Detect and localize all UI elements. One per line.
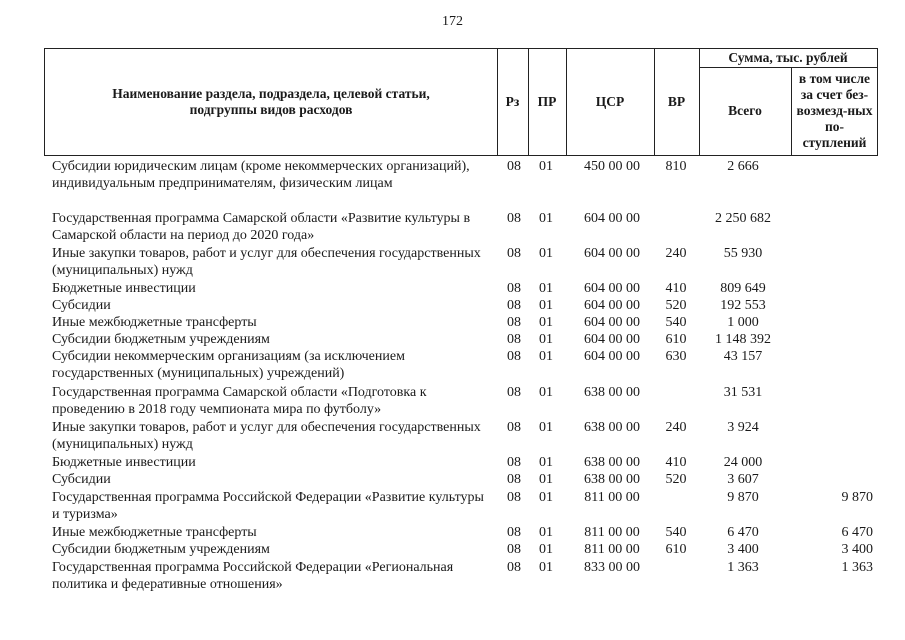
row-vr: 610 <box>665 332 687 347</box>
row-free: 1 363 <box>841 560 873 575</box>
row-csr: 811 00 00 <box>584 542 640 557</box>
row-name: Иные закупки товаров, работ и услуг для обеспечения государственных (муниципальных) нужд <box>52 420 481 452</box>
row-rz: 08 <box>507 560 521 575</box>
row-csr: 638 00 00 <box>584 455 640 470</box>
row-total: 1 363 <box>727 560 759 575</box>
header-total: Всего <box>728 103 762 118</box>
row-pr: 01 <box>539 315 553 330</box>
row-pr: 01 <box>539 490 553 505</box>
row-vr: 410 <box>665 281 687 296</box>
row-total: 192 553 <box>720 298 766 313</box>
row-pr: 01 <box>539 298 553 313</box>
row-total: 3 924 <box>727 420 759 435</box>
row-name: Субсидии юридическим лицам (кроме некоммерческих организаций), индивидуальным предпринимателям, физическим лицам <box>52 159 470 191</box>
row-rz: 08 <box>507 385 521 400</box>
row-rz: 08 <box>507 315 521 330</box>
row-rz: 08 <box>507 472 521 487</box>
row-pr: 01 <box>539 246 553 261</box>
row-pr: 01 <box>539 455 553 470</box>
row-vr: 540 <box>665 315 687 330</box>
header-csr: ЦСР <box>595 94 625 109</box>
row-total: 1 148 392 <box>715 332 771 347</box>
row-vr: 520 <box>665 472 687 487</box>
row-total: 31 531 <box>723 385 763 400</box>
row-pr: 01 <box>539 472 553 487</box>
row-rz: 08 <box>507 455 521 470</box>
row-pr: 01 <box>539 560 553 575</box>
row-csr: 604 00 00 <box>584 211 640 226</box>
row-csr: 604 00 00 <box>584 281 640 296</box>
header-vr: ВР <box>667 94 686 109</box>
header-free: в том числе за счет без-возмезд-ных по-ступлений <box>796 71 873 150</box>
row-csr: 604 00 00 <box>584 315 640 330</box>
row-csr: 811 00 00 <box>584 490 640 505</box>
row-pr: 01 <box>539 211 553 226</box>
row-rz: 08 <box>507 159 521 174</box>
row-total: 24 000 <box>723 455 763 470</box>
row-rz: 08 <box>507 420 521 435</box>
row-vr: 240 <box>665 420 687 435</box>
row-csr: 604 00 00 <box>584 349 640 364</box>
row-name: Субсидии бюджетным учреждениям <box>52 542 270 557</box>
row-vr: 520 <box>665 298 687 313</box>
row-name: Субсидии <box>52 472 111 487</box>
header-name: Наименование раздела, подраздела, целевой статьи, подгруппы видов расходов <box>112 86 430 117</box>
row-total: 55 930 <box>723 246 763 261</box>
row-name: Государственная программа Российской Федерации «Развитие культуры и туризма» <box>52 490 484 522</box>
row-rz: 08 <box>507 298 521 313</box>
row-free: 9 870 <box>841 490 873 505</box>
row-csr: 833 00 00 <box>584 560 640 575</box>
row-csr: 638 00 00 <box>584 472 640 487</box>
row-rz: 08 <box>507 332 521 347</box>
page-number: 172 <box>442 14 463 29</box>
row-free: 6 470 <box>841 525 873 540</box>
row-vr: 610 <box>665 542 687 557</box>
row-name: Субсидии <box>52 298 111 313</box>
row-name: Бюджетные инвестиции <box>52 455 196 470</box>
row-total: 1 000 <box>727 315 759 330</box>
row-csr: 604 00 00 <box>584 298 640 313</box>
row-rz: 08 <box>507 246 521 261</box>
row-vr: 810 <box>665 159 687 174</box>
row-csr: 638 00 00 <box>584 420 640 435</box>
row-name: Субсидии некоммерческим организациям (за исключением государственных (муниципальных) учреждений) <box>52 349 405 381</box>
row-name: Государственная программа Самарской области «Подготовка к проведению в 2018 году чемпионата мира по футболу» <box>52 385 427 417</box>
row-name: Государственная программа Самарской области «Развитие культуры в Самарской области на период до 2020 года» <box>52 211 471 243</box>
row-pr: 01 <box>539 542 553 557</box>
row-name: Бюджетные инвестиции <box>52 281 196 296</box>
row-rz: 08 <box>507 211 521 226</box>
row-pr: 01 <box>539 349 553 364</box>
row-vr: 540 <box>665 525 687 540</box>
row-pr: 01 <box>539 385 553 400</box>
row-total: 3 607 <box>727 472 759 487</box>
row-name: Иные закупки товаров, работ и услуг для обеспечения государственных (муниципальных) нужд <box>52 246 481 278</box>
row-name: Государственная программа Российской Федерации «Региональная политика и федеративные отношения» <box>52 560 454 592</box>
row-total: 43 157 <box>723 349 763 364</box>
row-csr: 450 00 00 <box>584 159 640 174</box>
row-rz: 08 <box>507 349 521 364</box>
row-total: 3 400 <box>727 542 759 557</box>
row-name: Субсидии бюджетным учреждениям <box>52 332 270 347</box>
row-total: 2 250 682 <box>715 211 771 226</box>
row-rz: 08 <box>507 490 521 505</box>
row-pr: 01 <box>539 332 553 347</box>
row-name: Иные межбюджетные трансферты <box>52 525 257 540</box>
row-pr: 01 <box>539 420 553 435</box>
row-csr: 811 00 00 <box>584 525 640 540</box>
header-rz: Рз <box>505 94 520 109</box>
header-sum: Сумма, тыс. рублей <box>728 50 848 65</box>
row-total: 2 666 <box>727 159 759 174</box>
row-total: 809 649 <box>720 281 766 296</box>
row-name: Иные межбюджетные трансферты <box>52 315 257 330</box>
row-pr: 01 <box>539 281 553 296</box>
table-header <box>44 48 878 156</box>
row-vr: 410 <box>665 455 687 470</box>
row-pr: 01 <box>539 525 553 540</box>
row-csr: 638 00 00 <box>584 385 640 400</box>
row-free: 3 400 <box>841 542 873 557</box>
row-vr: 240 <box>665 246 687 261</box>
row-total: 6 470 <box>727 525 759 540</box>
row-rz: 08 <box>507 525 521 540</box>
row-csr: 604 00 00 <box>584 332 640 347</box>
header-pr: ПР <box>537 94 557 109</box>
row-total: 9 870 <box>727 490 759 505</box>
row-csr: 604 00 00 <box>584 246 640 261</box>
row-rz: 08 <box>507 281 521 296</box>
row-rz: 08 <box>507 542 521 557</box>
row-vr: 630 <box>665 349 687 364</box>
row-pr: 01 <box>539 159 553 174</box>
